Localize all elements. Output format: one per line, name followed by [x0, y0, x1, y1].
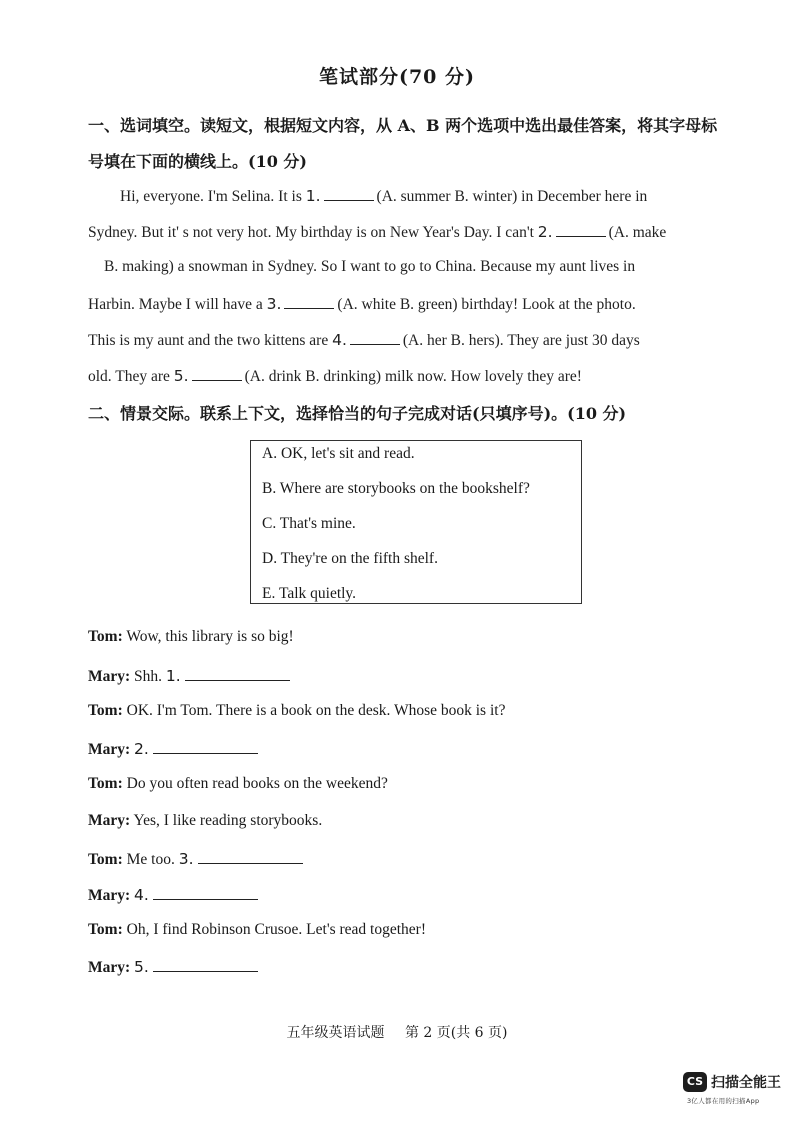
passage-text: (A. make: [608, 224, 667, 241]
answer-blank[interactable]: [192, 366, 242, 381]
speaker: Mary:: [88, 959, 131, 976]
passage-text: old. They are: [88, 368, 174, 385]
section1-heading-line1: 一、选词填空。读短文，根据短文内容，从 A、B 两个选项中选出最佳答案，将其字母标: [88, 116, 718, 135]
watermark-tagline: 3亿人都在用的扫描App: [687, 1097, 760, 1105]
speaker: Tom:: [88, 702, 123, 719]
option-a: A. OK, let's sit and read.: [262, 445, 415, 462]
dialogue-line: [88, 885, 258, 905]
option-e: E. Talk quietly.: [262, 585, 357, 602]
passage-text: This is my aunt and the two kittens are: [88, 332, 333, 349]
speaker: Mary:: [88, 668, 131, 685]
dialogue-text: Me too.: [122, 851, 179, 868]
passage-text: (A. white B. green) birthday! Look at the photo.: [337, 296, 636, 313]
passage-text: B. making) a snowman in Sydney. So I want to go to China. Because my aunt lives in: [104, 258, 636, 275]
footer-page-number: 第 2 页(共 6 页): [404, 1025, 508, 1041]
section1-heading-line2: 号填在下面的横线上。(10 分): [88, 152, 307, 171]
dialogue-line: [88, 702, 505, 720]
blank-number: 3.: [266, 295, 282, 313]
dialogue-line: [88, 849, 303, 869]
answer-blank[interactable]: [324, 186, 374, 201]
passage-text: Harbin. Maybe I will have a: [88, 296, 267, 313]
blank-number: 4.: [332, 331, 347, 349]
camscanner-logo-icon: CS: [683, 1072, 707, 1092]
dialogue-line: [88, 666, 290, 686]
blank-number: 2.: [537, 223, 553, 241]
dialogue-line: [88, 775, 388, 793]
dialogue-line: [88, 739, 258, 759]
passage-line: [88, 294, 636, 314]
speaker: Mary:: [88, 741, 131, 758]
option-b: B. Where are storybooks on the bookshelf?: [262, 480, 530, 497]
watermark-name: 扫描全能王: [711, 1075, 781, 1091]
dialogue-text: Oh, I find Robinson Crusoe. Let's read together!: [122, 921, 427, 938]
section2-heading: 二、情景交际。联系上下文，选择恰当的句子完成对话(只填序号)。(10 分): [88, 404, 627, 423]
blank-number: 5.: [173, 367, 189, 385]
answer-blank[interactable]: [153, 957, 258, 972]
speaker: Tom:: [88, 851, 123, 868]
blank-number: 4.: [134, 886, 149, 904]
answer-blank[interactable]: [556, 222, 606, 237]
option-c: C. That's mine.: [262, 515, 356, 532]
dialogue-text: Wow, this library is so big!: [122, 628, 294, 645]
speaker: Tom:: [88, 921, 123, 938]
dialogue-text: Yes, I like reading storybooks.: [130, 812, 323, 829]
passage-text: (A. drink B. drinking) milk now. How lovely they are!: [244, 368, 582, 385]
passage-line: [88, 222, 666, 242]
dialogue-line: [88, 957, 258, 977]
answer-blank[interactable]: [284, 294, 334, 309]
passage-line: [88, 330, 640, 350]
blank-number: 1.: [165, 667, 181, 685]
passage-text: Sydney. But it' s not very hot. My birthday is on New Year's Day. I can't: [88, 224, 538, 241]
passage-text: (A. her B. hers). They are just 30 days: [402, 332, 640, 349]
page-title: 笔试部分(70 分): [318, 66, 476, 88]
answer-blank[interactable]: [198, 849, 303, 864]
speaker: Mary:: [88, 887, 131, 904]
dialogue-text: Do you often read books on the weekend?: [122, 775, 388, 792]
speaker: Mary:: [88, 812, 131, 829]
dialogue-line: [88, 921, 426, 939]
option-d: D. They're on the fifth shelf.: [262, 550, 438, 567]
answer-blank[interactable]: [350, 330, 400, 345]
blank-number: 3.: [178, 850, 194, 868]
dialogue-text: OK. I'm Tom. There is a book on the desk. Whose book is it?: [122, 702, 506, 719]
passage-text: Hi, everyone. I'm Selina. It is: [120, 188, 306, 205]
answer-blank[interactable]: [153, 885, 258, 900]
answer-blank[interactable]: [185, 666, 290, 681]
blank-number: 2.: [134, 740, 149, 758]
footer-subject: 五年级英语试题: [286, 1025, 385, 1041]
blank-number: 1.: [305, 187, 321, 205]
dialogue-line: [88, 812, 322, 830]
passage-line: [120, 186, 647, 206]
blank-number: 5.: [134, 958, 149, 976]
speaker: Tom:: [88, 775, 123, 792]
speaker: Tom:: [88, 628, 123, 645]
dialogue-text: Shh.: [130, 668, 166, 685]
answer-blank[interactable]: [153, 739, 258, 754]
passage-text: (A. summer B. winter) in December here in: [376, 188, 648, 205]
passage-line: [88, 366, 582, 386]
dialogue-line: [88, 628, 294, 646]
options-box: [250, 440, 582, 604]
page-footer: [0, 1022, 794, 1042]
passage-line: [104, 258, 635, 276]
